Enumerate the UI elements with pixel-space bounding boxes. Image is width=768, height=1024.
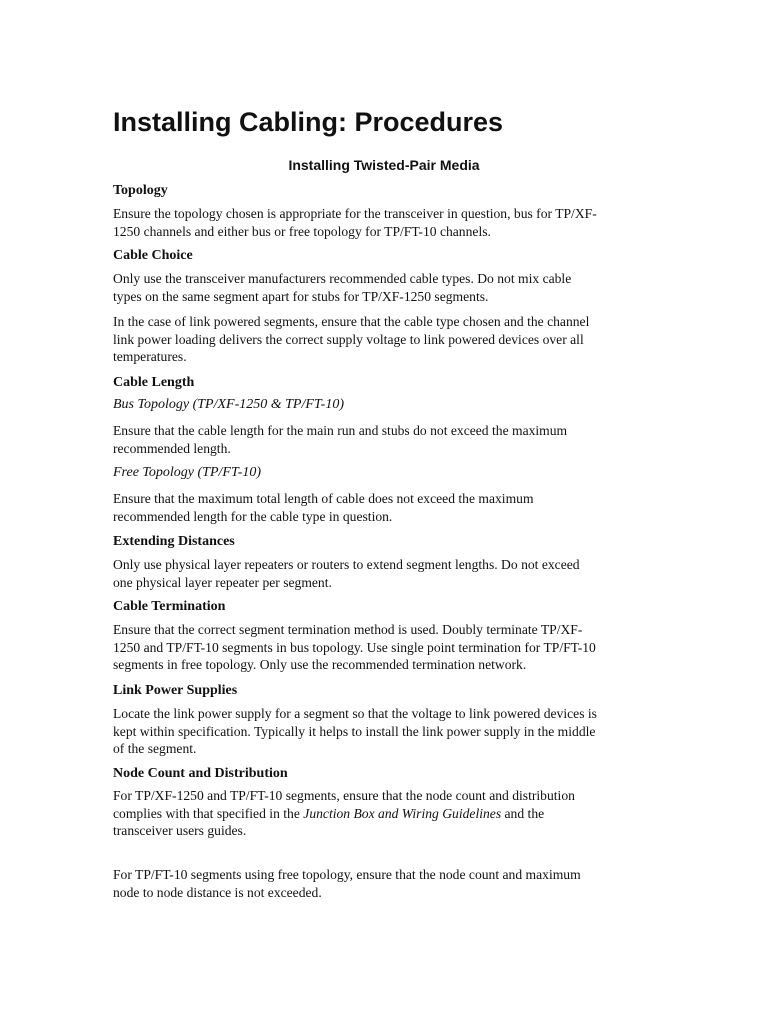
cable-termination-paragraph [113, 621, 658, 674]
text-line: temperatures. [113, 349, 187, 364]
cable-choice-heading: Cable Choice [113, 248, 193, 263]
text-line: of the segment. [113, 741, 197, 756]
text-line: one physical layer repeater per segment. [113, 574, 332, 590]
text-line: node to node distance is not exceeded. [113, 884, 322, 900]
topology-paragraph [113, 205, 658, 240]
text-line: link power loading delivers the correct supply voltage to link powered devices over all [113, 331, 584, 347]
extending-distances-heading: Extending Distances [113, 534, 235, 549]
node-count-paragraph-2 [113, 866, 658, 901]
text-line: 1250 and TP/FT-10 segments in bus topology. Use single point termination for TP/FT-10 [113, 639, 596, 655]
text-line: types on the same segment apart for stubs for TP/XF-1250 segments. [113, 288, 489, 304]
link-power-supplies-paragraph [113, 705, 658, 758]
text-line: segments in free topology. Only use the recommended termination network. [113, 657, 527, 672]
text-line: Only use physical layer repeaters or routers to extend segment lengths. Do not exceed [113, 557, 580, 572]
guidelines-reference: Junction Box and Wiring Guidelines [303, 805, 502, 821]
section-title: Installing Twisted-Pair Media [288, 157, 480, 173]
text-line: Ensure that the maximum total length of cable does not exceed the maximum [113, 491, 534, 506]
node-count-paragraph-1 [113, 787, 658, 840]
text-fragment: complies with that specified in the [113, 805, 304, 821]
free-topology-subheading: Free Topology (TP/FT-10) [113, 465, 262, 480]
text-line: transceiver users guides. [113, 823, 247, 838]
topology-heading: Topology [113, 183, 168, 198]
text-line: 1250 channels and either bus or free topology for TP/FT-10 channels. [113, 223, 491, 239]
text-line: Ensure that the cable length for the main run and stubs do not exceed the maximum [113, 423, 568, 438]
free-topology-paragraph [113, 490, 658, 525]
text-line: kept within specification. Typically it helps to install the link power supply in the middle [113, 723, 596, 739]
text-line: Only use the transceiver manufacturers recommended cable types. Do not mix cable [113, 271, 572, 286]
text-line: Ensure the topology chosen is appropriate for the transceiver in question, bus for TP/XF- [113, 206, 597, 221]
text-line: In the case of link powered segments, ensure that the cable type chosen and the channel [113, 314, 590, 329]
cable-choice-paragraph-2 [113, 313, 658, 366]
text-line: recommended length. [113, 440, 231, 456]
text-fragment: and the [501, 805, 545, 821]
text-line: For TP/FT-10 segments using free topology, ensure that the node count and maximum [113, 867, 581, 882]
text-line: For TP/XF-1250 and TP/FT-10 segments, ensure that the node count and distribution [113, 788, 575, 803]
link-power-supplies-heading: Link Power Supplies [113, 683, 238, 698]
node-count-heading: Node Count and Distribution [113, 766, 288, 781]
text-line: recommended length for the cable type in question. [113, 508, 393, 524]
page-title: Installing Cabling: Procedures [113, 107, 504, 137]
text-line: Locate the link power supply for a segment so that the voltage to link powered devices is [113, 706, 597, 721]
text-line [113, 805, 658, 823]
bus-topology-subheading: Bus Topology (TP/XF-1250 & TP/FT-10) [113, 397, 344, 412]
cable-choice-paragraph-1 [113, 270, 658, 305]
bus-topology-paragraph [113, 422, 658, 457]
text-line: Ensure that the correct segment termination method is used. Doubly terminate TP/XF- [113, 622, 583, 637]
cable-termination-heading: Cable Termination [113, 599, 226, 614]
cable-length-heading: Cable Length [113, 375, 195, 390]
extending-distances-paragraph [113, 556, 658, 591]
